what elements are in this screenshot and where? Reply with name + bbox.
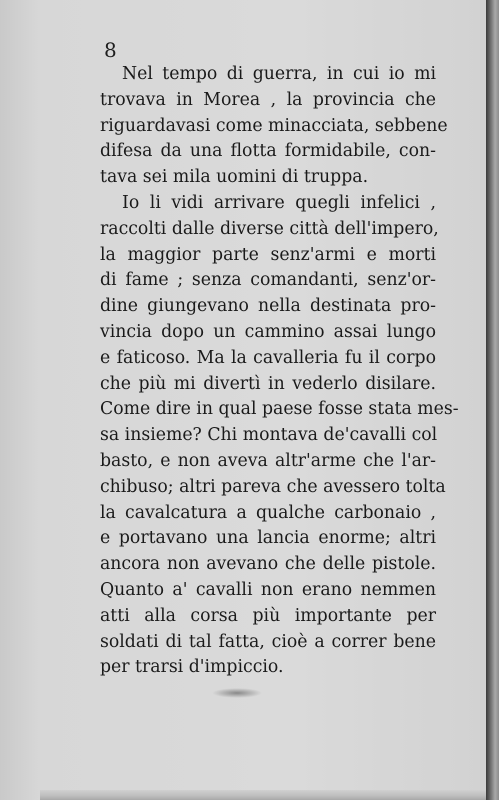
text-line: dine giungevano nella destinata pro- (100, 296, 436, 317)
text-line: la cavalcatura a qualche carbonaio , (100, 502, 436, 523)
body-text (100, 62, 459, 681)
book-binding-edge (486, 0, 499, 800)
text-line: e faticoso. Ma la cavalleria fu il corpo (100, 347, 436, 368)
text-line: basto, e non aveva altr'arme che l'ar- (100, 450, 436, 471)
text-line: sa insieme? Chi montava de'cavalli col (100, 425, 438, 446)
text-line: trovava in Morea , la provincia che (100, 89, 436, 110)
text-line: che più mi divertì in vederlo disilare. (100, 373, 436, 394)
page-number: 8 (104, 38, 117, 62)
text-line: soldati di tal fatta, cioè a correr bene (100, 631, 436, 652)
text-line: chibuso; altri pareva che avessero tolta (100, 476, 446, 497)
text-line: Quanto a' cavalli non erano nemmen (100, 579, 436, 600)
text-line: Io li vidi arrivare quegli infelici , (122, 192, 436, 213)
text-line: raccolti dalle diverse città dell'impero, (100, 218, 439, 239)
text-line: vincia dopo un cammino assai lungo (100, 321, 436, 342)
text-line: difesa da una flotta formidabile, con- (100, 141, 436, 162)
text-line: tava sei mila uomini di truppa. (100, 167, 369, 188)
text-line: Come dire in qual paese fosse stata mes- (100, 399, 459, 420)
text-line: Nel tempo di guerra, in cui io mi (122, 64, 436, 84)
text-line: di fame ; senza comandanti, senz'or- (100, 270, 436, 291)
text-line: atti alla corsa più importante per (100, 605, 436, 626)
text-line: riguardavasi come minacciata, sebbene (100, 115, 448, 136)
ink-smudge (212, 688, 262, 698)
text-line: la maggior parte senz'armi e morti (100, 244, 436, 265)
text-line: per trarsi d'impiccio. (100, 657, 284, 678)
text-line: e portavano una lancia enorme; altri (100, 528, 436, 549)
text-line: ancora non avevano che delle pistole. (100, 554, 436, 575)
page-bottom-edge (40, 790, 486, 800)
